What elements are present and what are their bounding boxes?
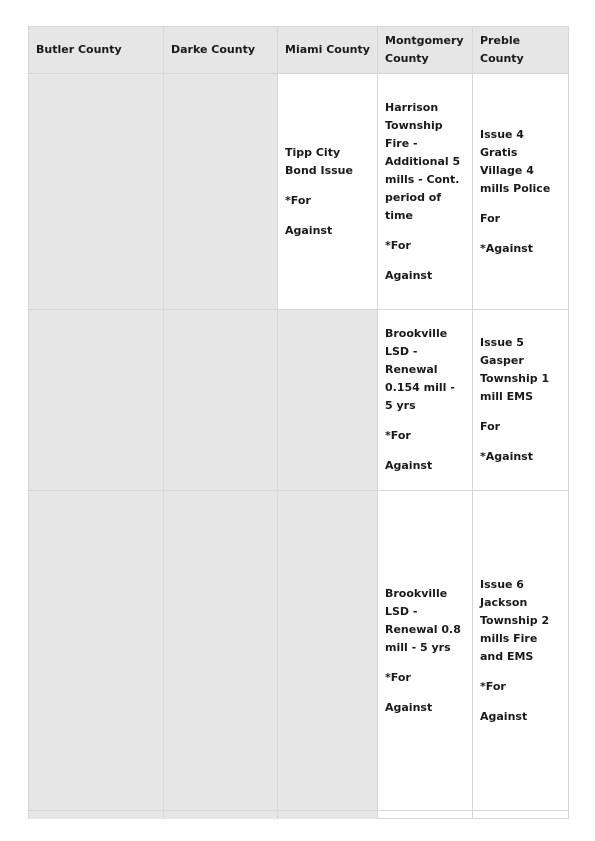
vote-option-for: For — [480, 420, 501, 433]
vote-option-against: Against — [385, 268, 433, 282]
miami-cell-empty — [278, 491, 378, 811]
vote-option-for: *For — [385, 238, 411, 252]
montgomery-cell-continued — [378, 811, 473, 819]
miami-cell-empty — [278, 310, 378, 491]
vote-option-for: *For — [385, 670, 411, 684]
issue-title: Issue 4 Gratis Village 4 mills Police — [480, 127, 551, 195]
darke-cell-empty — [164, 74, 278, 310]
issue-title: Brookville LSD - Renewal 0.8 mill - 5 yrs — [385, 586, 461, 654]
vote-option-for: *For — [480, 679, 506, 693]
montgomery-issue-cell — [378, 491, 473, 811]
montgomery-issue-cell — [378, 310, 473, 491]
vote-option-against: Against — [480, 709, 528, 723]
preble-cell-continued — [473, 811, 569, 819]
vote-option-against: Against — [385, 700, 433, 714]
vote-option-against: *Against — [480, 450, 533, 463]
darke-cell-empty — [164, 811, 278, 819]
vote-option-for: For — [480, 211, 501, 225]
header-butler-county: Butler County — [29, 27, 164, 74]
issue-title: Brookville LSD - Renewal 0.154 mill - 5 yrs — [385, 327, 455, 412]
table-row — [29, 491, 569, 811]
butler-cell-empty — [29, 310, 164, 491]
vote-option-against: Against — [385, 459, 433, 472]
preble-issue-cell — [473, 74, 569, 310]
table-row-continued — [29, 811, 569, 819]
table-row — [29, 74, 569, 310]
vote-option-for: *For — [385, 429, 411, 442]
issue-title: Issue 6 Jackson Township 2 mills Fire and EMS — [480, 577, 550, 663]
ballot-issues-table — [28, 26, 569, 819]
header-preble-county: Preble County — [473, 27, 569, 74]
miami-cell-empty — [278, 811, 378, 819]
miami-issue-cell — [278, 74, 378, 310]
butler-cell-empty — [29, 491, 164, 811]
butler-cell-empty — [29, 74, 164, 310]
header-miami-county: Miami County — [278, 27, 378, 74]
vote-option-for: *For — [285, 193, 311, 207]
butler-cell-empty — [29, 811, 164, 819]
montgomery-issue-cell — [378, 74, 473, 310]
vote-option-against: *Against — [480, 241, 533, 255]
preble-issue-cell — [473, 491, 569, 811]
darke-cell-empty — [164, 310, 278, 491]
table-header-row — [29, 27, 569, 74]
table-row — [29, 310, 569, 491]
preble-issue-cell — [473, 310, 569, 491]
header-darke-county: Darke County — [164, 27, 278, 74]
issue-title: Issue 5 Gasper Township 1 mill EMS — [480, 336, 550, 403]
vote-option-against: Against — [285, 223, 333, 237]
darke-cell-empty — [164, 491, 278, 811]
header-montgomery-county: Montgomery County — [378, 27, 473, 74]
issue-title: Tipp City Bond Issue — [285, 145, 353, 177]
issue-title: Harrison Township Fire - Additional 5 mills - Cont. period of time — [385, 100, 461, 222]
